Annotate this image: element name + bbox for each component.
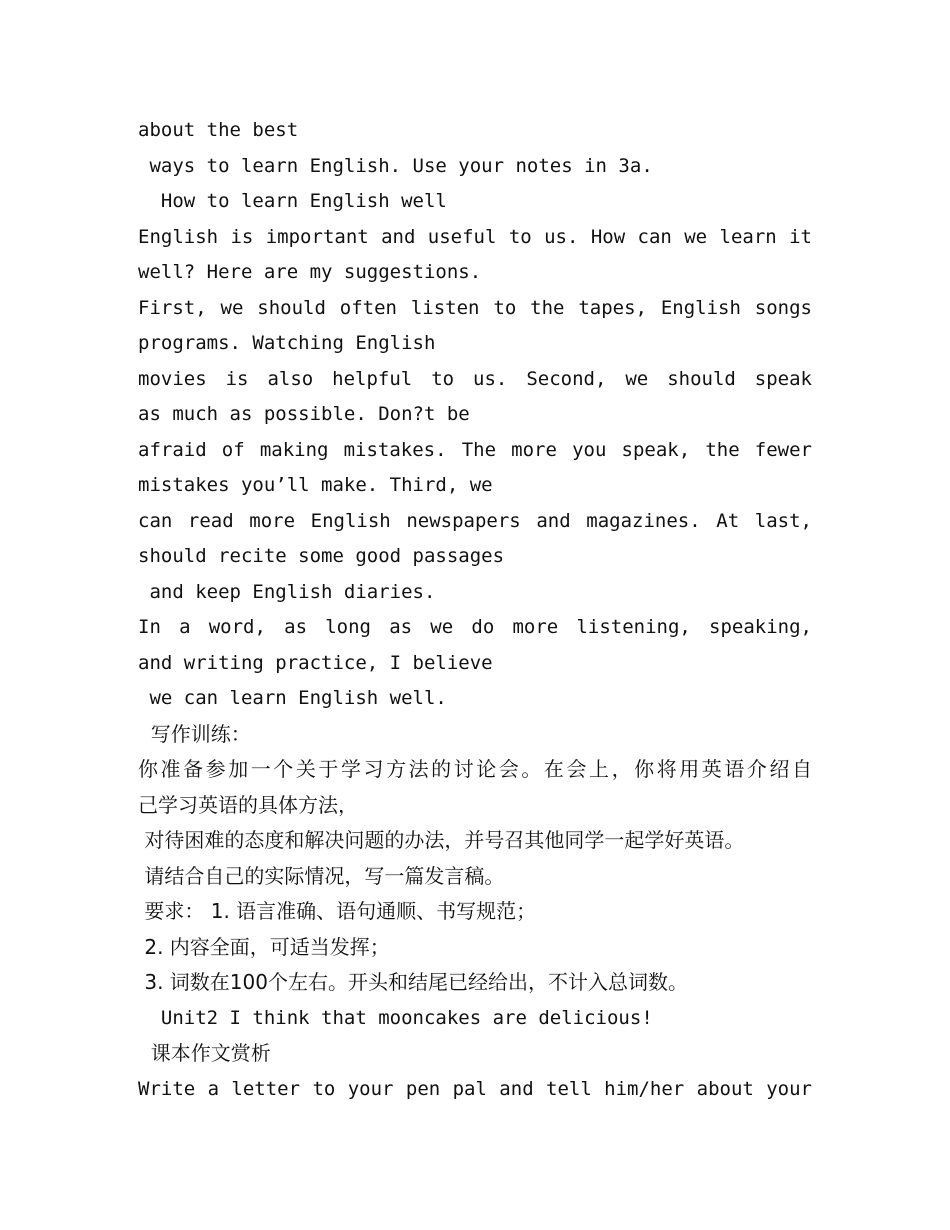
- text-line: afraid of making mistakes. The more you speak, the fewer: [138, 438, 812, 461]
- text-line: and writing practice, I believe: [138, 651, 493, 674]
- text-line: How to learn English well: [138, 190, 447, 212]
- text-line: mistakes you’ll make. Third, we: [138, 474, 493, 496]
- text-line: 对待困难的态度和解决问题的办法，并号召其他同学一起学好英语。: [138, 828, 745, 852]
- text-line: First, we should often listen to the tapes, English songs: [138, 296, 812, 319]
- text-line: 请结合自己的实际情况，写一篇发言稿。: [138, 863, 505, 888]
- text-line: should recite some good passages: [138, 545, 505, 567]
- text-line: programs. Watching English: [138, 332, 436, 354]
- text-line: well? Here are my suggestions.: [138, 261, 482, 283]
- text-line: can read more English newspapers and magazines. At last,: [138, 509, 812, 532]
- text-line: 3. 词数在100个左右。开头和结尾已经给出，不计入总词数。: [138, 970, 688, 994]
- text-line: In a word, as long as we do more listening, speaking,: [138, 616, 812, 638]
- text-line: about the best: [138, 119, 299, 141]
- text-line: 课本作文赏析: [138, 1041, 271, 1065]
- text-line: ways to learn English. Use your notes in 3a.: [138, 154, 653, 177]
- document-body: [138, 113, 812, 1107]
- text-line: Write a letter to your pen pal and tell him/her about your: [138, 1077, 812, 1100]
- text-line: 己学习英语的具体方法，: [138, 792, 358, 817]
- text-line: 你准备参加一个关于学习方法的讨论会。在会上，你将用英语介绍自: [138, 757, 812, 781]
- text-line: we can learn English well.: [138, 687, 447, 709]
- text-line: movies is also helpful to us. Second, we should speak: [138, 367, 812, 390]
- text-line: and keep English diaries.: [138, 580, 436, 603]
- text-line: Unit2 I think that mooncakes are delicious!: [138, 1006, 653, 1029]
- text-line: 2. 内容全面，可适当发挥；: [138, 934, 390, 959]
- text-line: 写作训练：: [138, 721, 251, 746]
- text-line: as much as possible. Don?t be: [138, 403, 470, 425]
- text-line: English is important and useful to us. How can we learn it: [138, 225, 812, 248]
- text-line: 要求： 1. 语言准确、语句通顺、书写规范；: [138, 899, 537, 923]
